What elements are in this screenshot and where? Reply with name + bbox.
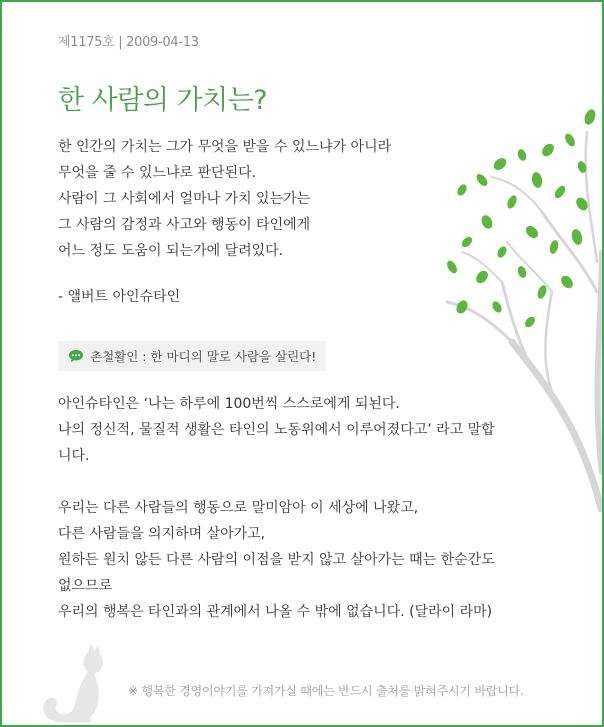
copyright-notice: ※ 행복한 경영이야기를 가져가실 때에는 반드시 출처를 밝혀주시기 바랍니다. bbox=[128, 684, 524, 698]
body-line: 나의 정신적, 물질적 생활은 타인의 노동위에서 이루어졌다고’ 라고 말합니다. bbox=[58, 422, 495, 464]
section-badge-label: 촌철활인 : 한 마디의 말로 사람을 살린다! bbox=[90, 349, 317, 364]
quote-line: 한 인간의 가치는 그가 무엇을 받을 수 있느냐가 아니라 bbox=[58, 139, 392, 155]
quote-block bbox=[58, 134, 478, 264]
cat-silhouette bbox=[28, 642, 118, 725]
body-line: 다른 사람들을 의지하며 살아가고, bbox=[58, 526, 266, 542]
body-line: 우리는 다른 사람들의 행동으로 말미암아 이 세상에 나왔고, bbox=[58, 500, 419, 516]
quote-line: 무엇을 줄 수 있느냐로 판단된다. bbox=[58, 165, 257, 181]
quote-line: 그 사람의 감정과 사고와 행동이 타인에게 bbox=[58, 217, 311, 233]
quote-line: 어느 정도 도움이 되는가에 달려있다. bbox=[58, 243, 284, 259]
quote-line: 사람이 그 사회에서 얼마나 가치 있는가는 bbox=[58, 191, 311, 207]
body-line: 우리의 행복은 타인과의 관계에서 나올 수 밖에 없습니다. (달라이 라마) bbox=[58, 604, 493, 620]
chat-bubble-icon bbox=[68, 349, 84, 363]
section-badge bbox=[58, 341, 326, 371]
quote-author: - 앨버트 아인슈타인 bbox=[58, 289, 181, 305]
body-line: 아인슈타인은 ‘나는 하루에 100번씩 스스로에게 되뇐다. bbox=[58, 396, 400, 412]
body-line: 원하든 원치 않든 다른 사람의 이점을 받지 않고 살아가는 때는 한순간도 없으므로 bbox=[58, 552, 495, 594]
article-body bbox=[58, 391, 508, 625]
article-title: 한 사람의 가치는? bbox=[58, 85, 268, 116]
issue-info: 제1175호 | 2009-04-13 bbox=[58, 35, 199, 50]
